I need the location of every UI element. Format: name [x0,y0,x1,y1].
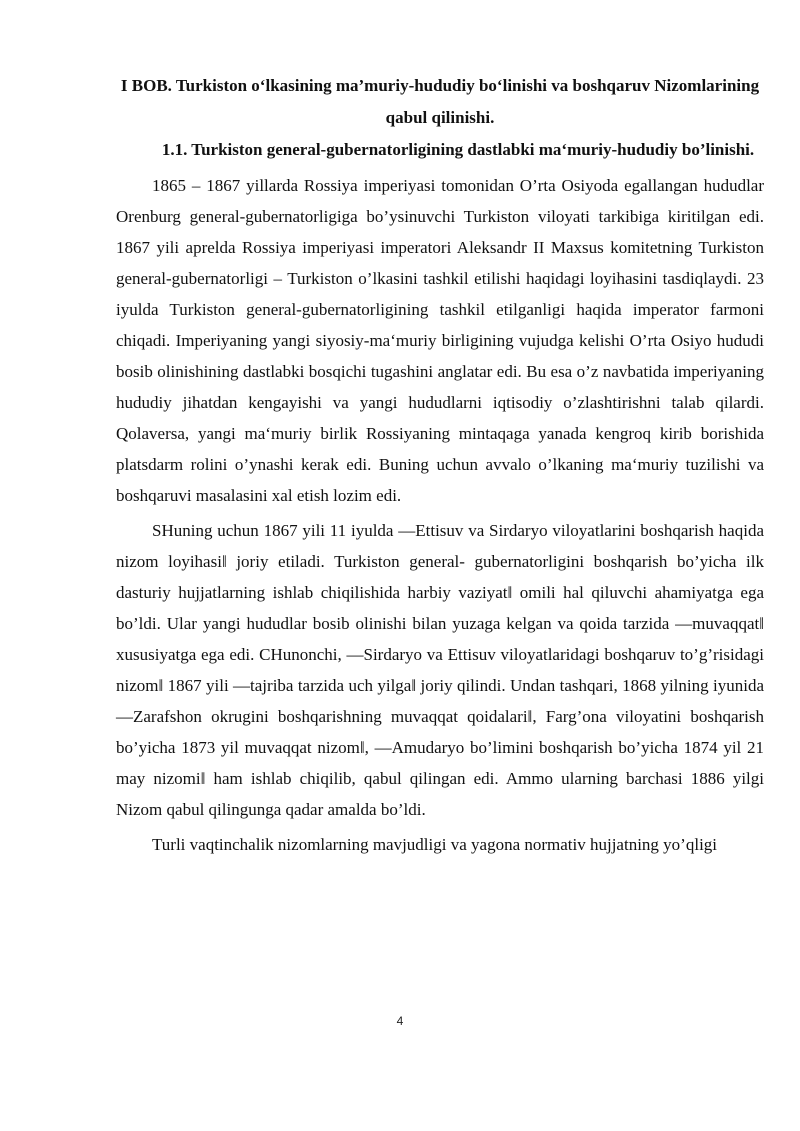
page-number: 4 [396,1014,404,1028]
paragraph-1: 1865 – 1867 yillarda Rossiya imperiyasi tomonidan O’rta Osiyoda egallangan hududlar Orenburg general-gubernatorligiga bo’ysinuvchi Turkiston viloyati tarkibiga kiritilgan edi. 1867 yili aprelda Rossiya imperiyasi imperatori Aleksandr II Maxsus komitetning Turkiston general-gubernatorligi – Turkiston o’lkasini tashkil etilishi haqidagi loyihasini tasdiqlaydi. 23 iyulda Turkiston general-gubernatorligining tashkil etilganligi haqida imperator farmoni chiqadi. Imperiyaning yangi siyosiy-ma‘muriy birligining vujudga kelishi O’rta Osiyo hududi bosib olinishining dastlabki bosqichi tugashini anglatar edi. Bu esa o’z navbatida imperiyaning hududiy jihatdan kengayishi va yangi hududlarni iqtisodiy o’zlashtirishni talab qilardi. Qolaversa, yangi ma‘muriy birlik Rossiyaning mintaqaga yanada kengroq kirib borishida platsdarm rolini o’ynashi kerak edi. Buning uchun avvalo o’lkaning ma‘muriy tuzilishi va boshqaruvi masalasini xal etish lozim edi. [116,176,764,505]
section-title: 1.1. Turkiston general-gubernatorligining dastlabki ma‘muriy-hududiy bo’linishi. [161,140,755,159]
chapter-title: I BOB. Turkiston o‘lkasining ma’muriy-hududiy bo‘linishi va boshqaruv Nizomlarining qabul qilinishi. [120,76,760,127]
paragraph-2: SHuning uchun 1867 yili 11 iyulda ―Ettisuv va Sirdaryo viloyatlarini boshqarish haqida nizom loyihasi‖ joriy etiladi. Turkiston general- gubernatorligini boshqarish bo’yicha ilk dasturiy hujjatlarning ishlab chiqilishida harbiy vaziyat‖ omili hal qiluvchi ahamiyatga ega bo’ldi. Ular yangi hududlar bosib olinishi bilan yuzaga kelgan va qoida tarzida ―muvaqqat‖ xususiyatga ega edi. CHunonchi, ―Sirdaryo va Ettisuv viloyatlaridagi boshqaruv to’g’risidagi nizom‖ 1867 yili ―tajriba tarzida uch yilga‖ joriy qilindi. Undan tashqari, 1868 yilning iyunida ―Zarafshon okrugini boshqarishning muvaqqat qoidalari‖, Farg’ona viloyatini boshqarish bo’yicha 1873 yil muvaqqat nizom‖, ―Amudaryo bo’limini boshqarish bo’yicha 1874 yil 21 may nizomi‖ ham ishlab chiqilib, qabul qilingan edi. Ammo ularning barchasi 1886 yilgi Nizom qabul qilingunga qadar amalda bo’ldi. [116,521,764,819]
document-page [116,70,764,860]
paragraph-3: Turli vaqtinchalik nizomlarning mavjudligi va yagona normativ hujjatning yo’qligi [152,835,718,854]
